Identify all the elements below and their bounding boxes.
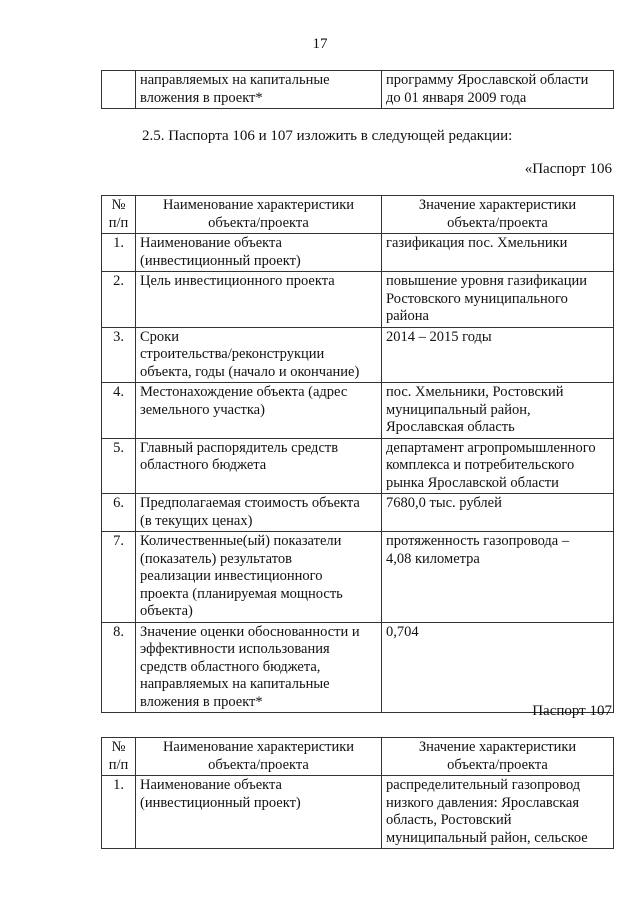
passport-106-label: «Паспорт 106 [524, 161, 612, 177]
row-number-cell [102, 327, 136, 383]
cell-line: средств областного бюджета, [140, 658, 321, 675]
cell-line: 7680,0 тыс. рублей [386, 495, 502, 511]
table-row [102, 383, 614, 439]
characteristic-value-cell [382, 494, 614, 532]
continuation-table-body [102, 71, 614, 109]
cell-line: 0,704 [386, 623, 419, 640]
passport-107-table [101, 737, 614, 849]
table-row [102, 438, 614, 494]
characteristic-name-cell [136, 622, 382, 713]
table-row [102, 234, 614, 272]
row-number-cell [102, 383, 136, 439]
cell-line: комплекса и потребительского [386, 457, 575, 473]
row-number-cell [102, 438, 136, 494]
cell-line: до 01 января 2009 года [386, 89, 527, 106]
table-header-row [102, 738, 614, 776]
row-number-cell [102, 71, 136, 109]
cell-line: низкого давления: Ярославская [386, 794, 580, 811]
cell-line: 4,08 километра [386, 550, 480, 567]
row-number-cell [102, 776, 136, 849]
characteristic-value-cell [382, 272, 614, 328]
row-number-cell [102, 622, 136, 713]
characteristic-name-cell [136, 494, 382, 532]
cell-line: Главный распорядитель средств [140, 439, 339, 456]
cell-line: п/п [108, 756, 129, 773]
characteristic-value-cell [382, 622, 614, 713]
cell-line: Наименование характеристики [162, 197, 355, 213]
characteristic-name-cell [136, 71, 382, 109]
cell-line: реализации инвестиционного [140, 568, 323, 584]
cell-line: направляемых на капитальные [140, 676, 330, 692]
header-name-cell [136, 738, 382, 776]
cell-line: пос. Хмельники, Ростовский [386, 384, 564, 400]
table-row [102, 622, 614, 713]
table-row [102, 532, 614, 623]
cell-line: объекта/проекта [447, 756, 548, 773]
cell-line: объекта) [140, 603, 193, 619]
cell-line: протяженность газопровода – [386, 533, 570, 549]
cell-line: № [111, 739, 126, 755]
cell-line: вложения в проект* [140, 89, 263, 106]
characteristic-name-cell [136, 383, 382, 439]
cell-line: объекта/проекта [208, 756, 309, 773]
cell-line: Ростовского муниципального [386, 290, 568, 307]
table-row [102, 272, 614, 328]
characteristic-name-cell [136, 776, 382, 849]
characteristic-name-cell [136, 327, 382, 383]
table-header-row [102, 196, 614, 234]
cell-line: Значение оценки обоснованности и [140, 623, 360, 640]
cell-line: Предполагаемая стоимость объекта [140, 495, 360, 511]
page-number: 17 [312, 36, 328, 52]
cell-line: (в текущих ценах) [140, 512, 253, 529]
cell-line: 3. [113, 328, 124, 345]
cell-line: Значение характеристики [418, 739, 577, 755]
cell-line: повышение уровня газификации [386, 273, 587, 289]
row-number-cell [102, 234, 136, 272]
characteristic-name-cell [136, 438, 382, 494]
cell-line: газификация пос. Хмельники [386, 235, 568, 251]
passport-107-label: Паспорт 107 [532, 703, 612, 719]
cell-line: 2. [113, 273, 124, 289]
cell-line: муниципальный район, [386, 401, 531, 418]
table-row [102, 327, 614, 383]
cell-line: 2014 – 2015 годы [386, 328, 492, 345]
passport-106-table [101, 195, 614, 713]
cell-line: муниципальный район, сельское [386, 829, 588, 846]
characteristic-value-cell [382, 776, 614, 849]
cell-line: строительства/реконструкции [140, 346, 325, 362]
cell-line: п/п [108, 214, 129, 231]
cell-line: Местонахождение объекта (адрес [140, 384, 348, 400]
cell-line: Наименование характеристики [162, 739, 355, 755]
table-row [102, 71, 614, 109]
cell-line: 7. [113, 533, 124, 549]
characteristic-value-cell [382, 532, 614, 623]
cell-line: вложения в проект* [140, 693, 263, 710]
cell-line: Сроки [140, 328, 179, 345]
cell-line: 1. [113, 235, 124, 251]
characteristic-name-cell [136, 532, 382, 623]
instruction-paragraph: 2.5. Паспорта 106 и 107 изложить в следующей редакции: [142, 128, 513, 144]
row-number-cell [102, 532, 136, 623]
cell-line: объекта/проекта [447, 214, 548, 231]
header-value-cell [382, 196, 614, 234]
header-value-cell [382, 738, 614, 776]
cell-line: Количественные(ый) показатели [140, 533, 342, 549]
cell-line: область, Ростовский [386, 812, 512, 828]
cell-line: (инвестиционный проект) [140, 252, 301, 269]
cell-line: района [386, 308, 429, 324]
passport-107-table-body [102, 738, 614, 849]
cell-line: эффективности использования [140, 641, 330, 657]
cell-line: Значение характеристики [418, 197, 577, 213]
cell-line: программу Ярославской области [386, 72, 589, 88]
characteristic-name-cell [136, 234, 382, 272]
cell-line: земельного участка) [140, 401, 265, 418]
continuation-table [101, 70, 614, 109]
row-number-cell [102, 494, 136, 532]
cell-line: направляемых на капитальные [140, 72, 330, 88]
cell-line: Наименование объекта [140, 777, 282, 793]
characteristic-value-cell [382, 383, 614, 439]
characteristic-value-cell [382, 438, 614, 494]
cell-line: (инвестиционный проект) [140, 794, 301, 811]
cell-line: распределительный газопровод [386, 777, 581, 793]
header-number-cell [102, 196, 136, 234]
table-row [102, 494, 614, 532]
characteristic-value-cell [382, 234, 614, 272]
cell-line: № [111, 197, 126, 213]
characteristic-value-cell [382, 327, 614, 383]
characteristic-name-cell [136, 272, 382, 328]
cell-line: проекта (планируемая мощность [140, 585, 343, 602]
cell-line: (показатель) результатов [140, 550, 292, 567]
characteristic-value-cell [382, 71, 614, 109]
table-row [102, 776, 614, 849]
row-number-cell [102, 272, 136, 328]
cell-line: Ярославская область [386, 419, 515, 435]
cell-line: Наименование объекта [140, 235, 282, 251]
cell-line: Цель инвестиционного проекта [140, 273, 335, 289]
header-name-cell [136, 196, 382, 234]
cell-line: 1. [113, 777, 124, 793]
cell-line: 6. [113, 495, 124, 511]
cell-line: 8. [113, 623, 124, 640]
cell-line: рынка Ярославской области [386, 474, 559, 491]
cell-line: департамент агропромышленного [386, 439, 596, 456]
passport-106-table-body [102, 196, 614, 713]
header-number-cell [102, 738, 136, 776]
cell-line: 4. [113, 384, 124, 400]
cell-line: объекта, годы (начало и окончание) [140, 363, 360, 380]
cell-line: объекта/проекта [208, 214, 309, 231]
cell-line: 5. [113, 439, 124, 456]
cell-line: областного бюджета [140, 457, 267, 473]
